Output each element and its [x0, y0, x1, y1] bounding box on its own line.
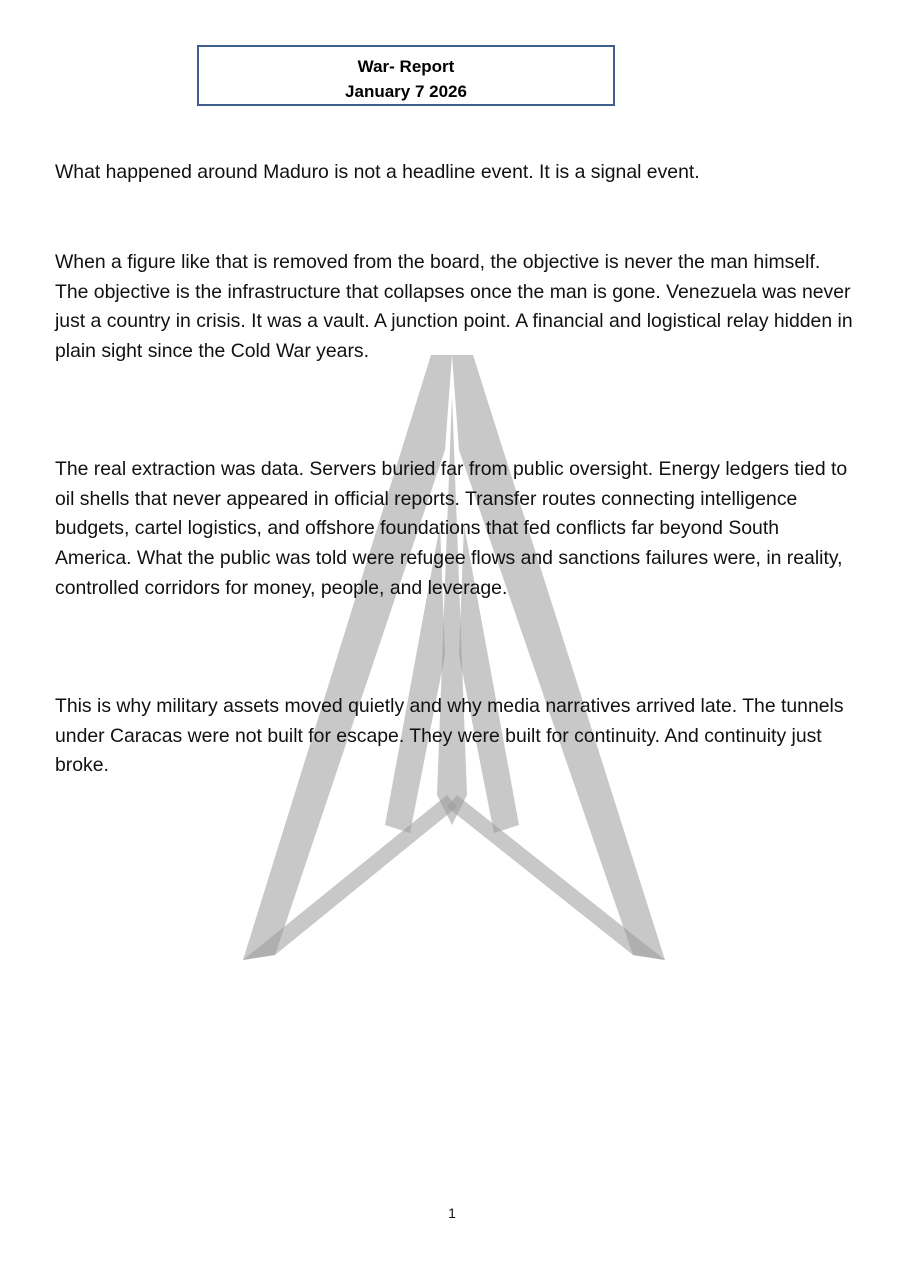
paragraph-continuity: This is why military assets moved quietly and why media narratives arrived late. The tunnels under Caracas were not built for escape. They were built for continuity. And continuity just broke.: [55, 695, 844, 777]
arrowhead-logo-icon: [235, 355, 670, 970]
report-date: January 7 2026: [345, 82, 467, 101]
report-title: War- Report: [357, 57, 455, 76]
paragraph-intro: What happened around Maduro is not a headline event. It is a signal event.: [55, 161, 700, 183]
report-header-box: [197, 45, 615, 106]
paragraph-extraction: The real extraction was data. Servers buried far from public oversight. Energy ledgers tied to oil shells that never appeared in official reports. Transfer routes connecting intelligence budgets, cartel logistics, and offshore foundations that fed conflicts far beyond South America. What the public was told were refugee flows and sanctions failures were, in reality, controlled corridors for money, people, and leverage.: [55, 458, 848, 599]
paragraph-objective: When a figure like that is removed from the board, the objective is never the man himself. The objective is the infrastructure that collapses once the man is gone. Venezuela was never just a country in crisis. It was a vault. A junction point. A financial and logistical relay hidden in plain sight since the Cold War years.: [55, 251, 853, 363]
page-number: 1: [448, 1205, 456, 1221]
